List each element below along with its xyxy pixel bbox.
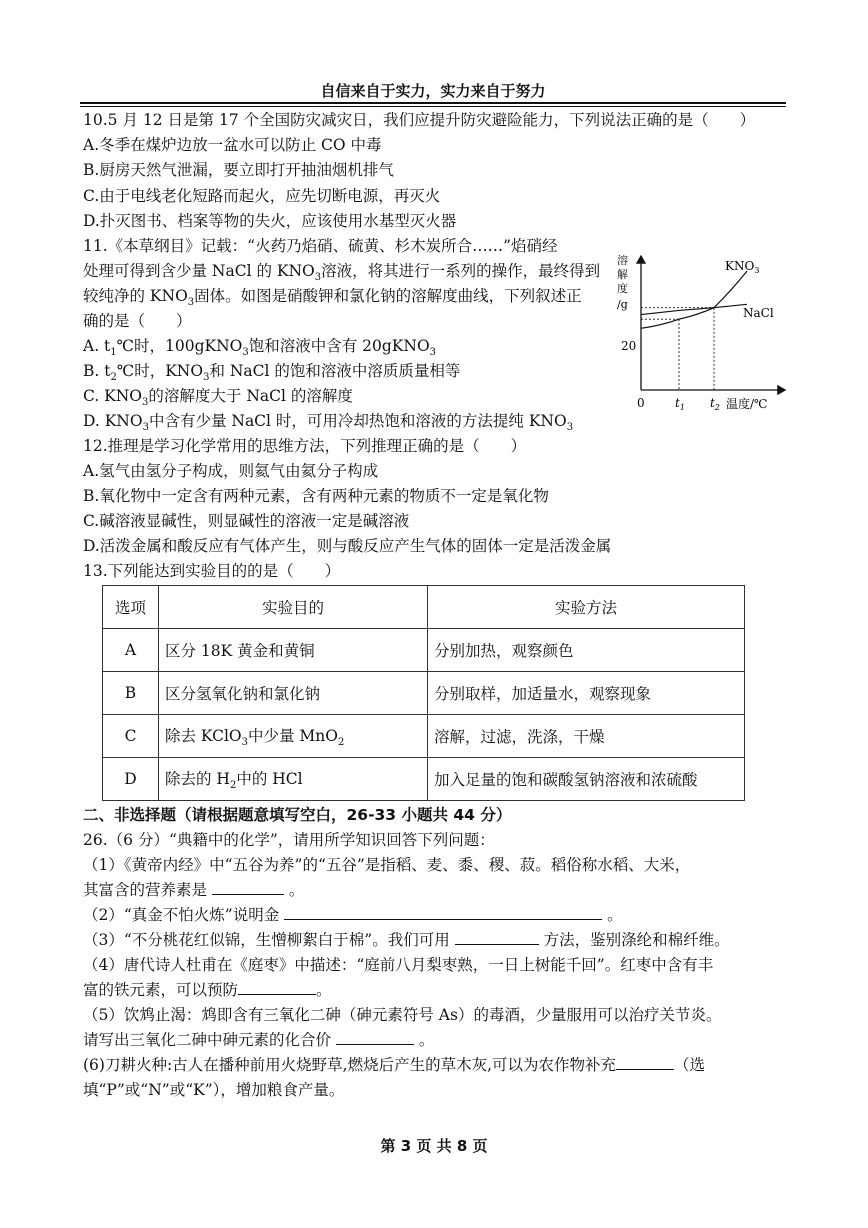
answer-blank-5[interactable] [336, 1030, 414, 1045]
section-2-title: 二、非选择题（请根据题意填写空白，26-33 小题共 44 分） [83, 806, 512, 824]
q11-stem-line4: 确的是（ ） [83, 312, 192, 330]
y-tick-20: 20 [621, 339, 637, 353]
q10-option-a: A.冬季在煤炉边放一盆水可以防止 CO 中毒 [83, 136, 382, 154]
q12-option-a: A.氢气由氢分子构成，则氦气由氦分子构成 [83, 462, 379, 480]
q10-option-c: C.由于电线老化短路而起火，应先切断电源，再灭火 [83, 187, 441, 205]
q11-option-b: B. $t_2℃$时，$KNO_3$和 NaCl 的饱和溶液中溶质质量相等 [83, 362, 461, 384]
row-method: 加入足量的饱和碳酸氢钠溶液和浓硫酸 [428, 758, 745, 801]
row-aim: 区分氢氧化钠和氯化钠 [159, 672, 428, 715]
q11-option-c: C. $KNO_3$的溶解度大于 NaCl 的溶解度 [83, 387, 353, 409]
q11-stem-line1: 11.《本草纲目》记载：“火药乃焰硝、硫黄、杉木炭所合……”焰硝经 [83, 237, 558, 255]
table-header-row [103, 586, 745, 629]
q26-part5-line2: 请写出三氧化二砷中砷元素的化合价 。 [83, 1031, 435, 1049]
header-rule-thin [80, 106, 786, 107]
answer-blank-1[interactable] [212, 880, 284, 895]
q26-part4-line2: 富的铁元素，可以预防 。 [83, 981, 332, 999]
q12-option-b: B.氧化物中一定含有两种元素，含有两种元素的物质不一定是氧化物 [83, 487, 549, 505]
table-row [103, 672, 745, 715]
y-label-char-3: 度 [617, 282, 628, 295]
q26-part1-line1: （1）《黄帝内经》中“五谷为养”的“五谷”是指稻、麦、黍、稷、菽。稻俗称水稻、大米， [83, 856, 691, 874]
row-option: D [103, 758, 159, 801]
answer-blank-2[interactable] [284, 905, 602, 920]
row-aim: 除去 KClO$_3$中少量 MnO$_2$ [159, 715, 428, 758]
series-line-nacl [641, 304, 747, 314]
q11-stem-line3: 较纯净的 $KNO_3$固体。如图是硝酸钾和氯化钠的溶解度曲线，下列叙述正 [83, 287, 582, 309]
row-aim: 除去的 $H_2$中的 HCl [159, 758, 428, 801]
q12-option-d: D.活泼金属和酸反应有气体产生，则与酸反应产生气体的固体一定是活泼金属 [83, 537, 612, 555]
q11-option-d: D. $KNO_3$中含有少量 NaCl 时，可用冷却热饱和溶液的方法提纯 $KNO_3$ [83, 412, 574, 434]
x-axis-label: 温度/℃ [726, 397, 768, 411]
q26-part6-line2: 填“P”或“N”或“K”），增加粮食产量。 [83, 1081, 345, 1099]
table-header-option: 选项 [103, 586, 159, 629]
y-label-char-4: /g [617, 298, 628, 311]
table-header-aim: 实验目的 [159, 586, 428, 629]
page-footer: 第 3 页 共 8 页 [380, 1137, 488, 1155]
q10-option-b: B.厨房天然气泄漏，要立即打开抽油烟机排气 [83, 161, 394, 179]
q26-part1-line2: 其富含的营养素是 。 [83, 881, 305, 899]
answer-blank-3[interactable] [455, 930, 539, 945]
row-method: 分别加热，观察颜色 [428, 629, 745, 672]
row-option: C [103, 715, 159, 758]
q11-option-a: A. $t_1℃$时，100gKNO$_3$饱和溶液中含有 20gKNO$_3$ [83, 337, 437, 359]
y-label-char-1: 溶 [617, 254, 628, 267]
q13-stem: 13.下列能达到实验目的的是（ ） [83, 562, 341, 580]
q12-option-c: C.碱溶液显碱性，则显碱性的溶液一定是碱溶液 [83, 512, 410, 530]
nacl-series-label: NaCl [743, 306, 774, 320]
q26-stem: 26.（6 分）“典籍中的化学”，请用所学知识回答下列问题： [83, 831, 495, 849]
kno3-series-label: $KNO_3$ [725, 259, 760, 275]
row-aim: 区分 18K 黄金和黄铜 [159, 629, 428, 672]
q10-option-d: D.扑灭图书、档案等物的失火，应该使用水基型灭火器 [83, 212, 457, 230]
q26-part2: （2）“真金不怕火炼”说明金 。 [83, 906, 623, 924]
y-label-char-2: 解 [617, 268, 628, 281]
x-tick-t1: $t_1$ [675, 396, 685, 412]
series-line-kno3 [641, 271, 747, 328]
q26-part3: （3）“不分桃花红似锦，生憎柳絮白于棉”。我们可用 方法，鉴别涤纶和棉纤维。 [83, 931, 730, 949]
page-header: 自信来自于实力，实力来自于努力 [320, 82, 546, 100]
q12-stem: 12.推理是学习化学常用的思维方法，下列推理正确的是（ ） [83, 437, 527, 455]
solubility-chart [615, 252, 790, 417]
table-row [103, 715, 745, 758]
experiment-table [102, 585, 745, 801]
q11-stem-line2: 处理可得到含少量 NaCl 的 $KNO_3$溶液，将其进行一系列的操作，最终得到 [83, 262, 601, 284]
q26-part6-line1: (6)刀耕火种:古人在播种前用火烧野草,燃烧后产生的草木灰,可以为农作物补充 （选 [83, 1056, 706, 1074]
q26-part4-line1: （4）唐代诗人杜甫在《庭枣》中描述：“庭前八月梨枣熟，一日上树能千回”。红枣中含有丰 [83, 956, 714, 974]
x-origin-label: 0 [637, 396, 645, 410]
table-row [103, 758, 745, 801]
table-header-method: 实验方法 [428, 586, 745, 629]
q10-stem: 10.5 月 12 日是第 17 个全国防灾减灾日，我们应提升防灾避险能力，下列说法正确的是（ ） [83, 111, 756, 129]
answer-blank-4[interactable] [238, 980, 316, 995]
x-tick-t2: $t_2$ [710, 396, 720, 412]
header-rule-thick [80, 102, 786, 104]
chart-series [641, 271, 747, 328]
row-method: 溶解，过滤，洗涤，干燥 [428, 715, 745, 758]
row-option: B [103, 672, 159, 715]
table-row [103, 629, 745, 672]
row-option: A [103, 629, 159, 672]
row-method: 分别取样，加适量水，观察现象 [428, 672, 745, 715]
answer-blank-6[interactable] [616, 1055, 674, 1070]
q26-part5-line1: （5）饮鸩止渴：鸩即含有三氧化二砷（砷元素符号 As）的毒酒，少量服用可以治疗关节炎。 [83, 1006, 722, 1024]
